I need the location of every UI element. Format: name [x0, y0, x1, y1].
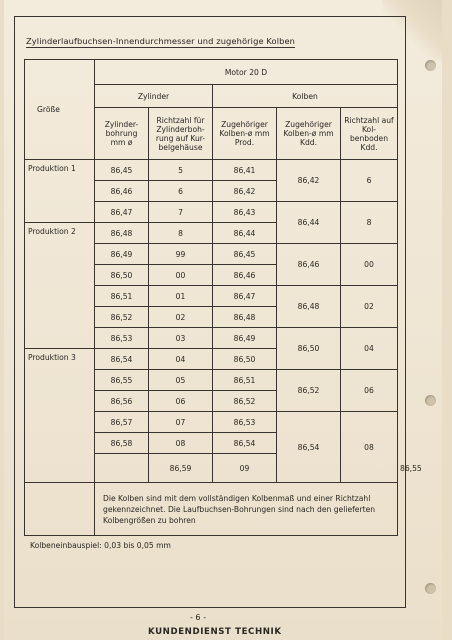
code-cell: 05	[149, 370, 213, 391]
piston-clearance: Kolbeneinbauspiel: 0,03 bis 0,05 mm	[30, 541, 171, 550]
kdd-dia-cell: 86,54	[277, 412, 341, 483]
bore-cell: 86,51	[95, 286, 149, 307]
bore-cell: 86,53	[95, 328, 149, 349]
bore-cell: 86,49	[95, 244, 149, 265]
note-blank-cell	[25, 483, 95, 536]
note-row	[25, 483, 398, 536]
cylinder-group-header: Zylinder	[95, 85, 213, 108]
code-cell: 8	[149, 223, 213, 244]
bore-cell: 86,58	[95, 433, 149, 454]
piston-prod-column-header: Zugehöriger Kolben-ø mm Prod.	[213, 108, 277, 160]
kdd-dia-cell: 86,52	[277, 370, 341, 412]
kdd-dia-cell: 86,42	[277, 160, 341, 202]
bore-cell: 86,50	[95, 265, 149, 286]
page-number: - 6 -	[190, 613, 206, 622]
table-row	[25, 160, 398, 181]
bore-cell: 86,52	[95, 307, 149, 328]
piston-cell: 86,44	[213, 223, 277, 244]
code-cell: 07	[149, 412, 213, 433]
size-group-label: Produktion 3	[25, 349, 95, 483]
bore-cell: 86,54	[95, 349, 149, 370]
size-group-label: Produktion 1	[25, 160, 95, 223]
punch-hole	[425, 60, 436, 71]
engine-header: Motor 20 D	[95, 60, 398, 85]
bore-cell: 86,46	[95, 181, 149, 202]
piston-kdd-column-header: Zugehöriger Kolben-ø mm Kdd.	[277, 108, 341, 160]
note-text: Die Kolben sind mit dem vollständigen Kolbenmaß und einer Richtzahl gekennzeichnet. Die Laufbuchsen-Bohrungen sind nach den gelieferten Kolbengrößen zu bohren	[95, 483, 398, 536]
code-cell: 06	[149, 391, 213, 412]
bore-cell: 86,45	[95, 160, 149, 181]
code-cell: 00	[149, 265, 213, 286]
footer-label: KUNDENDIENST TECHNIK	[148, 627, 282, 637]
cylinder-code-column-header: Richtzahl für Zylinderboh-rung auf Kur-belgehäuse	[149, 108, 213, 160]
piston-group-header: Kolben	[213, 85, 398, 108]
piston-cell: 86,48	[213, 307, 277, 328]
piston-cell: 86,43	[213, 202, 277, 223]
size-header: Größe	[25, 60, 95, 160]
kdd-code-cell: 8	[341, 202, 398, 244]
code-cell: 02	[149, 307, 213, 328]
kdd-dia-cell: 86,48	[277, 286, 341, 328]
code-cell: 03	[149, 328, 213, 349]
piston-cell: 86,53	[213, 412, 277, 433]
code-cell: 7	[149, 202, 213, 223]
kdd-code-cell: 04	[341, 328, 398, 370]
bore-cell: 86,55	[95, 370, 149, 391]
piston-cell: 86,50	[213, 349, 277, 370]
size-group-blank	[95, 454, 149, 483]
kdd-code-cell: 6	[341, 160, 398, 202]
code-cell: 99	[149, 244, 213, 265]
piston-cell: 86,51	[213, 370, 277, 391]
size-group-label: Produktion 2	[25, 223, 95, 349]
kdd-dia-cell: 86,44	[277, 202, 341, 244]
kdd-code-cell: 00	[341, 244, 398, 286]
kdd-code-cell: 06	[341, 370, 398, 412]
code-cell: 09	[213, 454, 277, 483]
bore-cell: 86,57	[95, 412, 149, 433]
code-cell: 5	[149, 160, 213, 181]
piston-cell: 86,45	[213, 244, 277, 265]
bore-piston-table	[24, 59, 398, 536]
piston-cell: 86,46	[213, 265, 277, 286]
punch-hole	[425, 583, 436, 594]
piston-code-column-header: Richtzahl auf Kol-benboden Kdd.	[341, 108, 398, 160]
bore-cell: 86,47	[95, 202, 149, 223]
piston-cell: 86,41	[213, 160, 277, 181]
bore-cell: 86,56	[95, 391, 149, 412]
code-cell: 08	[149, 433, 213, 454]
bore-cell: 86,48	[95, 223, 149, 244]
bore-column-header: Zylinder-bohrung mm ø	[95, 108, 149, 160]
piston-cell: 86,49	[213, 328, 277, 349]
kdd-code-cell: 02	[341, 286, 398, 328]
page-title: Zylinderlaufbuchsen-Innendurchmesser und zugehörige Kolben	[26, 36, 296, 46]
piston-cell: 86,54	[213, 433, 277, 454]
kdd-dia-cell: 86,46	[277, 244, 341, 286]
kdd-code-cell: 08	[341, 412, 398, 483]
code-cell: 6	[149, 181, 213, 202]
piston-cell: 86,47	[213, 286, 277, 307]
punch-hole	[425, 395, 436, 406]
kdd-dia-cell: 86,50	[277, 328, 341, 370]
piston-cell: 86,42	[213, 181, 277, 202]
bore-cell: 86,59	[149, 454, 213, 483]
code-cell: 01	[149, 286, 213, 307]
piston-cell: 86,52	[213, 391, 277, 412]
code-cell: 04	[149, 349, 213, 370]
